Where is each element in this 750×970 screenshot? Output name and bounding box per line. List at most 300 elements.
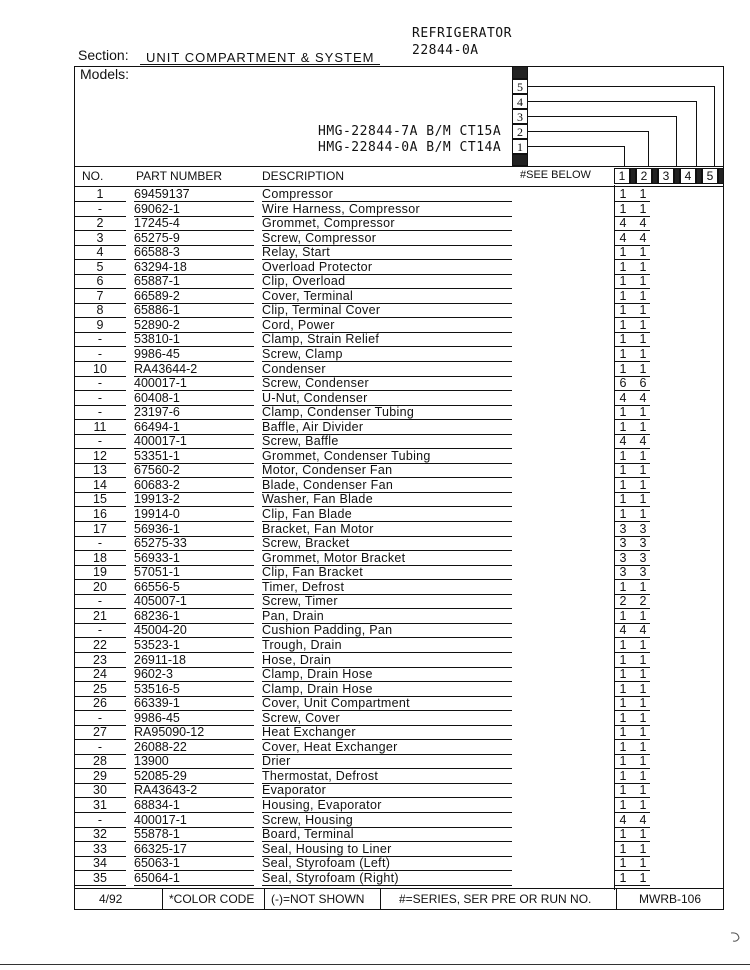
table-row — [74, 725, 724, 740]
row-number: - — [74, 536, 126, 551]
row-description: Board, Terminal — [262, 827, 512, 842]
row-description: Hose, Drain — [262, 653, 512, 668]
row-description: Screw, Housing — [262, 813, 512, 828]
table-row — [74, 332, 724, 347]
table-row — [74, 507, 724, 522]
model-column-box-5: 5 — [512, 79, 528, 94]
row-qty-model-2: 1 — [639, 288, 647, 303]
header-description: DESCRIPTION — [262, 169, 345, 183]
table-row — [74, 405, 724, 420]
row-description: Cover, Terminal — [262, 289, 512, 304]
table-row — [74, 463, 724, 478]
row-part-number: 60683-2 — [134, 478, 254, 493]
row-number: - — [74, 740, 126, 755]
row-qty-model-2: 1 — [639, 797, 647, 812]
row-qty-model-1: 1 — [619, 361, 627, 376]
row-qty-model-2: 4 — [639, 812, 647, 827]
row-number: - — [74, 391, 126, 406]
row-part-number: 26911-18 — [134, 653, 254, 668]
row-qty-model-1: 1 — [619, 463, 627, 478]
row-qty-model-2: 1 — [639, 463, 647, 478]
header-column-1: 1 — [614, 168, 630, 184]
row-qty-model-2: 1 — [639, 347, 647, 362]
row-qty-model-1: 1 — [619, 637, 627, 652]
row-number: 1 — [74, 187, 126, 202]
row-qty-model-1: 1 — [619, 317, 627, 332]
row-qty-model-1: 4 — [619, 812, 627, 827]
header-column-3: 3 — [658, 168, 674, 184]
table-row — [74, 449, 724, 464]
model-column-marker-bottom — [512, 154, 528, 166]
row-qty-model-1: 1 — [619, 347, 627, 362]
row-number: 3 — [74, 231, 126, 246]
row-description: Cover, Unit Compartment — [262, 696, 512, 711]
row-qty-model-2: 1 — [639, 448, 647, 463]
row-number: 33 — [74, 842, 126, 857]
row-qty-model-1: 3 — [619, 550, 627, 565]
row-qty-model-2: 1 — [639, 477, 647, 492]
row-part-number: 17245-4 — [134, 216, 254, 231]
row-qty-model-2: 1 — [639, 274, 647, 289]
table-body — [74, 187, 724, 885]
row-number: 8 — [74, 303, 126, 318]
row-qty-model-1: 1 — [619, 245, 627, 260]
row-qty-model-1: 1 — [619, 870, 627, 885]
row-qty-model-2: 1 — [639, 739, 647, 754]
table-row — [74, 827, 724, 842]
row-number: 14 — [74, 478, 126, 493]
row-description: Clamp, Drain Hose — [262, 682, 512, 697]
row-qty-model-2: 1 — [639, 841, 647, 856]
row-qty-model-2: 1 — [639, 652, 647, 667]
row-number: 17 — [74, 522, 126, 537]
table-row — [74, 609, 724, 624]
row-number: 35 — [74, 871, 126, 886]
row-qty-model-1: 4 — [619, 434, 627, 449]
row-description: Clamp, Strain Relief — [262, 332, 512, 347]
row-number: 19 — [74, 565, 126, 580]
row-description: Thermostat, Defrost — [262, 769, 512, 784]
row-number: 34 — [74, 856, 126, 871]
row-description: Evaporator — [262, 783, 512, 798]
table-row — [74, 187, 724, 202]
row-description: Screw, Condenser — [262, 376, 512, 391]
row-qty-model-1: 1 — [619, 827, 627, 842]
model-line-2: HMG-22844-0A B/M CT14A — [318, 140, 502, 155]
row-qty-model-2: 1 — [639, 419, 647, 434]
page-bottom-rule — [0, 964, 750, 965]
header-no: NO. — [82, 169, 104, 183]
row-description: Screw, Clamp — [262, 347, 512, 362]
row-description: Condenser — [262, 362, 512, 377]
row-qty-model-2: 3 — [639, 565, 647, 580]
table-row — [74, 536, 724, 551]
row-qty-model-1: 1 — [619, 274, 627, 289]
row-qty-model-2: 1 — [639, 492, 647, 507]
header-part-number: PART NUMBER — [136, 169, 223, 183]
row-description: Drier — [262, 754, 512, 769]
row-qty-model-2: 1 — [639, 754, 647, 769]
row-description: Screw, Cover — [262, 711, 512, 726]
row-number: - — [74, 623, 126, 638]
row-number: 23 — [74, 653, 126, 668]
row-part-number: 9986-45 — [134, 347, 254, 362]
row-qty-model-2: 1 — [639, 201, 647, 216]
table-row — [74, 740, 724, 755]
row-description: Clip, Terminal Cover — [262, 303, 512, 318]
row-part-number: 19913-2 — [134, 492, 254, 507]
row-qty-model-2: 1 — [639, 856, 647, 871]
header-see-below: #SEE BELOW — [520, 169, 591, 181]
table-footer — [74, 888, 724, 910]
row-qty-model-1: 2 — [619, 594, 627, 609]
footer-date: 4/92 — [75, 889, 163, 909]
header-column-4: 4 — [680, 168, 696, 184]
row-qty-model-2: 1 — [639, 259, 647, 274]
row-qty-model-2: 1 — [639, 187, 647, 201]
row-part-number: 66589-2 — [134, 289, 254, 304]
row-number: 9 — [74, 318, 126, 333]
row-number: 10 — [74, 362, 126, 377]
row-description: Trough, Drain — [262, 638, 512, 653]
row-qty-model-2: 1 — [639, 608, 647, 623]
row-part-number: 65275-9 — [134, 231, 254, 246]
table-row — [74, 551, 724, 566]
row-part-number: 53516-5 — [134, 682, 254, 697]
row-qty-model-2: 1 — [639, 405, 647, 420]
header-column-2: 2 — [636, 168, 652, 184]
model-line-1: HMG-22844-7A B/M CT15A — [318, 124, 502, 139]
table-row — [74, 522, 724, 537]
row-qty-model-1: 1 — [619, 303, 627, 318]
row-qty-model-2: 1 — [639, 725, 647, 740]
row-description: Bracket, Fan Motor — [262, 522, 512, 537]
row-part-number: 56933-1 — [134, 551, 254, 566]
row-qty-model-1: 3 — [619, 565, 627, 580]
row-qty-model-1: 4 — [619, 623, 627, 638]
row-qty-model-2: 1 — [639, 870, 647, 885]
row-qty-model-2: 1 — [639, 783, 647, 798]
row-description: Housing, Evaporator — [262, 798, 512, 813]
table-row — [74, 376, 724, 391]
section-value: UNIT COMPARTMENT & SYSTEM — [146, 50, 375, 65]
table-header — [74, 166, 724, 187]
row-description: Pan, Drain — [262, 609, 512, 624]
row-part-number: 53523-1 — [134, 638, 254, 653]
row-number: - — [74, 594, 126, 609]
table-right-border — [723, 166, 724, 890]
footer-color-code: *COLOR CODE — [163, 889, 265, 909]
row-number: 4 — [74, 245, 126, 260]
row-description: Wire Harness, Compressor — [262, 202, 512, 217]
row-qty-model-2: 1 — [639, 667, 647, 682]
table-row — [74, 318, 724, 333]
table-row — [74, 347, 724, 362]
row-qty-model-1: 4 — [619, 216, 627, 231]
row-part-number: 65063-1 — [134, 856, 254, 871]
row-qty-model-1: 1 — [619, 201, 627, 216]
row-qty-model-1: 1 — [619, 288, 627, 303]
document-subtitle: 22844-0A — [412, 43, 479, 58]
row-part-number: 53351-1 — [134, 449, 254, 464]
row-qty-model-2: 1 — [639, 637, 647, 652]
footer-series-note: #=SERIES, SER PRE OR RUN NO. — [381, 889, 617, 909]
row-qty-model-1: 1 — [619, 856, 627, 871]
row-qty-model-1: 4 — [619, 390, 627, 405]
row-number: 11 — [74, 420, 126, 435]
footer-not-shown: (-)=NOT SHOWN — [265, 889, 381, 909]
row-number: 15 — [74, 492, 126, 507]
row-qty-model-1: 1 — [619, 419, 627, 434]
row-description: Grommet, Condenser Tubing — [262, 449, 512, 464]
table-row — [74, 492, 724, 507]
row-part-number: 26088-22 — [134, 740, 254, 755]
row-part-number: 405007-1 — [134, 594, 254, 609]
row-part-number: 68834-1 — [134, 798, 254, 813]
row-number: 2 — [74, 216, 126, 231]
row-number: 25 — [74, 682, 126, 697]
row-qty-model-1: 1 — [619, 797, 627, 812]
row-number: - — [74, 434, 126, 449]
row-number: 6 — [74, 274, 126, 289]
row-part-number: 55878-1 — [134, 827, 254, 842]
table-row — [74, 842, 724, 857]
row-qty-model-2: 1 — [639, 710, 647, 725]
row-description: Clip, Overload — [262, 274, 512, 289]
row-number: 5 — [74, 260, 126, 275]
row-part-number: RA43643-2 — [134, 783, 254, 798]
row-description: Screw, Compressor — [262, 231, 512, 246]
row-part-number: 9602-3 — [134, 667, 254, 682]
table-row — [74, 696, 724, 711]
row-description: Screw, Timer — [262, 594, 512, 609]
row-number: 16 — [74, 507, 126, 522]
table-row — [74, 638, 724, 653]
row-qty-model-2: 1 — [639, 245, 647, 260]
row-qty-model-1: 1 — [619, 259, 627, 274]
row-part-number: 63294-18 — [134, 260, 254, 275]
row-qty-model-1: 6 — [619, 376, 627, 391]
quantity-column-divider — [614, 185, 615, 890]
row-qty-model-1: 1 — [619, 579, 627, 594]
row-number: - — [74, 405, 126, 420]
row-part-number: 65064-1 — [134, 871, 254, 886]
row-number: 18 — [74, 551, 126, 566]
table-row — [74, 682, 724, 697]
table-row — [74, 754, 724, 769]
row-part-number: 66325-17 — [134, 842, 254, 857]
row-description: Overload Protector — [262, 260, 512, 275]
row-qty-model-2: 1 — [639, 768, 647, 783]
row-qty-model-1: 1 — [619, 768, 627, 783]
row-number: - — [74, 376, 126, 391]
row-number: - — [74, 813, 126, 828]
row-part-number: 52890-2 — [134, 318, 254, 333]
row-number: 28 — [74, 754, 126, 769]
row-description: Heat Exchanger — [262, 725, 512, 740]
parts-table — [74, 166, 724, 885]
row-part-number: 400017-1 — [134, 434, 254, 449]
row-part-number: 66339-1 — [134, 696, 254, 711]
row-part-number: 66556-5 — [134, 580, 254, 595]
row-part-number: 68236-1 — [134, 609, 254, 624]
row-part-number: 400017-1 — [134, 813, 254, 828]
row-description: Relay, Start — [262, 245, 512, 260]
models-label: Models: — [80, 66, 130, 82]
table-row — [74, 245, 724, 260]
row-qty-model-2: 1 — [639, 317, 647, 332]
corner-scan-mark — [728, 930, 742, 944]
table-row — [74, 391, 724, 406]
table-row — [74, 362, 724, 377]
row-qty-model-1: 1 — [619, 739, 627, 754]
row-description: Timer, Defrost — [262, 580, 512, 595]
table-row — [74, 711, 724, 726]
row-number: 30 — [74, 783, 126, 798]
row-part-number: 45004-20 — [134, 623, 254, 638]
row-number: 20 — [74, 580, 126, 595]
row-description: Motor, Condenser Fan — [262, 463, 512, 478]
row-qty-model-2: 3 — [639, 521, 647, 536]
footer-document-code: MWRB-106 — [639, 892, 702, 906]
table-row — [74, 623, 724, 638]
section-label: Section: — [78, 47, 129, 63]
table-row — [74, 871, 724, 886]
row-qty-model-2: 1 — [639, 361, 647, 376]
row-qty-model-1: 3 — [619, 521, 627, 536]
table-row — [74, 653, 724, 668]
row-part-number: RA95090-12 — [134, 725, 254, 740]
row-qty-model-2: 1 — [639, 507, 647, 522]
table-row — [74, 667, 724, 682]
row-qty-model-1: 1 — [619, 725, 627, 740]
row-part-number: 66588-3 — [134, 245, 254, 260]
row-qty-model-1: 3 — [619, 536, 627, 551]
row-qty-model-1: 1 — [619, 448, 627, 463]
row-number: - — [74, 202, 126, 217]
row-qty-model-1: 4 — [619, 230, 627, 245]
row-description: Blade, Condenser Fan — [262, 478, 512, 493]
model-column-marker-top — [512, 66, 528, 79]
table-row — [74, 565, 724, 580]
row-qty-model-1: 1 — [619, 681, 627, 696]
row-part-number: 65887-1 — [134, 274, 254, 289]
row-description: Clip, Fan Blade — [262, 507, 512, 522]
row-part-number: 56936-1 — [134, 522, 254, 537]
row-number: - — [74, 347, 126, 362]
row-number: 7 — [74, 289, 126, 304]
table-row — [74, 420, 724, 435]
row-description: Seal, Housing to Liner — [262, 842, 512, 857]
table-row — [74, 260, 724, 275]
row-description: Cover, Heat Exchanger — [262, 740, 512, 755]
row-qty-model-2: 1 — [639, 303, 647, 318]
row-qty-model-2: 3 — [639, 550, 647, 565]
row-part-number: 19914-0 — [134, 507, 254, 522]
row-part-number: 23197-6 — [134, 405, 254, 420]
section-underline — [140, 64, 380, 65]
row-number: 21 — [74, 609, 126, 624]
table-left-border — [74, 166, 75, 890]
table-row — [74, 769, 724, 784]
table-row — [74, 783, 724, 798]
row-part-number: 67560-2 — [134, 463, 254, 478]
row-number: 31 — [74, 798, 126, 813]
row-number: 26 — [74, 696, 126, 711]
row-qty-model-2: 4 — [639, 390, 647, 405]
table-row — [74, 798, 724, 813]
row-qty-model-2: 1 — [639, 827, 647, 842]
row-part-number: 52085-29 — [134, 769, 254, 784]
table-row — [74, 231, 724, 246]
table-row — [74, 274, 724, 289]
row-number: 27 — [74, 725, 126, 740]
row-part-number: 69062-1 — [134, 202, 254, 217]
row-qty-model-1: 1 — [619, 507, 627, 522]
row-description: Screw, Bracket — [262, 536, 512, 551]
row-description: Cord, Power — [262, 318, 512, 333]
row-part-number: 400017-1 — [134, 376, 254, 391]
row-qty-model-2: 1 — [639, 681, 647, 696]
row-qty-model-2: 3 — [639, 536, 647, 551]
row-description: Washer, Fan Blade — [262, 492, 512, 507]
row-qty-model-1: 1 — [619, 492, 627, 507]
table-row — [74, 478, 724, 493]
row-part-number: RA43644-2 — [134, 362, 254, 377]
row-number: - — [74, 332, 126, 347]
row-number: 13 — [74, 463, 126, 478]
row-qty-model-1: 1 — [619, 187, 627, 201]
table-row — [74, 289, 724, 304]
row-description: U-Nut, Condenser — [262, 391, 512, 406]
row-qty-model-2: 4 — [639, 230, 647, 245]
model-column-box-3: 3 — [512, 109, 528, 124]
row-number: 24 — [74, 667, 126, 682]
row-part-number: 60408-1 — [134, 391, 254, 406]
row-qty-model-2: 1 — [639, 332, 647, 347]
row-description: Compressor — [262, 187, 512, 202]
header-column-5: 5 — [702, 168, 718, 184]
row-description: Seal, Styrofoam (Right) — [262, 871, 512, 886]
row-qty-model-2: 2 — [639, 594, 647, 609]
row-qty-model-1: 1 — [619, 405, 627, 420]
row-part-number: 65886-1 — [134, 303, 254, 318]
table-row — [74, 813, 724, 828]
row-qty-model-1: 1 — [619, 477, 627, 492]
row-qty-model-1: 1 — [619, 696, 627, 711]
row-part-number: 53810-1 — [134, 332, 254, 347]
row-qty-model-2: 4 — [639, 434, 647, 449]
row-number: 22 — [74, 638, 126, 653]
table-row — [74, 434, 724, 449]
row-description: Clamp, Condenser Tubing — [262, 405, 512, 420]
row-qty-model-1: 1 — [619, 710, 627, 725]
row-qty-model-2: 4 — [639, 623, 647, 638]
table-row — [74, 594, 724, 609]
row-description: Grommet, Compressor — [262, 216, 512, 231]
row-part-number: 66494-1 — [134, 420, 254, 435]
table-row — [74, 856, 724, 871]
row-part-number: 13900 — [134, 754, 254, 769]
row-part-number: 9986-45 — [134, 711, 254, 726]
row-number: - — [74, 711, 126, 726]
row-qty-model-2: 4 — [639, 216, 647, 231]
model-column-box-1: 1 — [512, 139, 528, 154]
row-part-number: 69459137 — [134, 187, 254, 202]
row-number: 12 — [74, 449, 126, 464]
row-description: Clip, Fan Bracket — [262, 565, 512, 580]
row-qty-model-2: 1 — [639, 696, 647, 711]
